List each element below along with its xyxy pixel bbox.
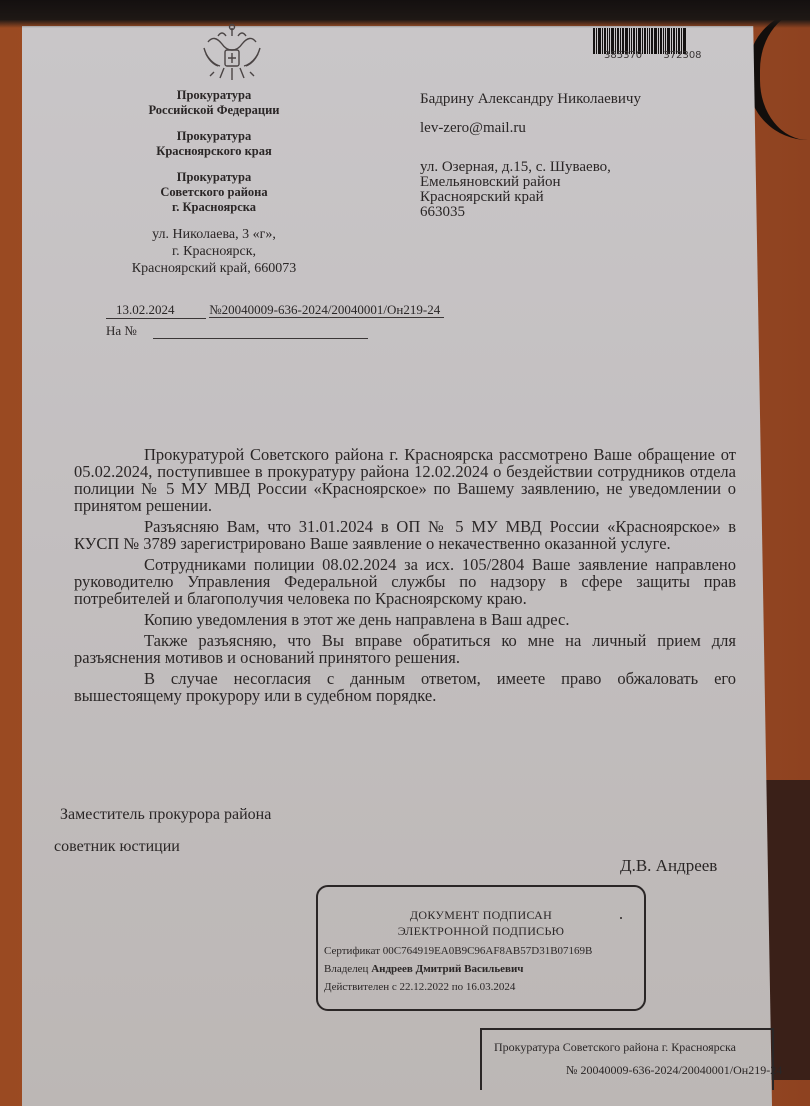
in-reply-to-line: [106, 323, 368, 339]
stamp-header-line: ДОКУМЕНТ ПОДПИСАН: [409, 908, 553, 922]
sender-address: [104, 226, 324, 277]
registration-number: № 20040009-636-2024/20040001/Он219-24: [566, 1063, 783, 1077]
recipient-address-line: ул. Озерная, д.15, с. Шуваево,: [420, 159, 611, 175]
sender-block: [104, 88, 324, 277]
stamp-header: [318, 907, 644, 939]
owner-label: Владелец: [324, 963, 369, 975]
valid-to-label: по: [451, 981, 464, 993]
barcode-number-1: 385370: [604, 50, 643, 61]
sender-address-line: ул. Николаева, 3 «г»,: [152, 227, 276, 242]
sender-line: Красноярского края: [156, 144, 272, 158]
recipient-block: [420, 92, 641, 220]
signatory-name: Д.В. Андреев: [620, 856, 718, 875]
signatory-title: Заместитель прокурора района: [60, 806, 272, 823]
sender-line: Российской Федерации: [148, 103, 280, 117]
recipient-email: lev-zero@mail.ru: [420, 120, 526, 136]
registration-stamp: [480, 1028, 783, 1090]
body-paragraph: Копию уведомления в этот же день направлена в Ваш адрес.: [144, 610, 570, 629]
owner-value: Андреев Дмитрий Васильевич: [371, 963, 524, 975]
recipient-name: Бадрину Александру Николаевичу: [420, 91, 641, 107]
barcode-numbers: [604, 50, 702, 61]
body-paragraph: Сотрудниками полиции 08.02.2024 за исх. 105/2804 Ваше заявление направлено руководителю Управления Федеральной службы по надзору в сфере защиты прав потребителей и благополучия человека по Красноярскому краю.: [74, 555, 736, 608]
body-paragraph: В случае несогласия с данным ответом, имеете право обжаловать его вышестоящему прокурору или в судебном порядке.: [74, 669, 736, 705]
stamp-header-line: ЭЛЕКТРОННОЙ ПОДПИСЬЮ: [397, 924, 565, 938]
russian-coat-of-arms-icon: [196, 22, 268, 84]
letter-body: [74, 446, 736, 708]
recipient-address-line: Емельяновский район: [420, 174, 561, 190]
electronic-signature-stamp: [316, 885, 646, 1011]
reference-line: [106, 302, 444, 319]
sender-line: Прокуратура: [176, 129, 252, 143]
stamp-owner: [324, 963, 644, 975]
stamp-dot: [620, 917, 622, 919]
letter-date: 13.02.2024: [106, 302, 206, 319]
sender-line: Советского района: [160, 185, 268, 199]
in-reply-to-blank: [153, 326, 368, 339]
cable: [748, 10, 810, 140]
recipient-address-line: Красноярский край: [420, 189, 544, 205]
recipient-postcode: 663035: [420, 204, 465, 220]
barcode-number-2: 372308: [663, 50, 702, 61]
sender-address-line: г. Красноярск,: [171, 244, 257, 259]
signatory-rank: советник юстиции: [54, 838, 180, 855]
stamp-validity: [324, 981, 644, 993]
in-reply-to-label: На №: [106, 323, 137, 338]
valid-from: 22.12.2022: [399, 981, 450, 993]
sender-line: Прокуратура: [176, 88, 252, 102]
sender-address-line: Красноярский край, 660073: [131, 261, 297, 276]
body-paragraph: Также разъясняю, что Вы вправе обратиться ко мне на личный прием для разъяснения мотивов и оснований принятого решения.: [74, 631, 736, 667]
sender-line: г. Красноярска: [171, 200, 257, 214]
body-paragraph: Прокуратурой Советского района г. Красноярска рассмотрено Ваше обращение от 05.02.2024, поступившее в прокуратуру района 12.02.2024 о бездействии сотрудников отдела полиции № 5 МУ МВД России «Красноярское» по Вашему заявлению, не уведомлении о принятом решении.: [74, 445, 736, 515]
stamp-certificate: [324, 945, 644, 957]
letter-number: [209, 302, 444, 318]
registration-org: Прокуратура Советского района г. Красноярска: [494, 1040, 736, 1054]
sender-line: Прокуратура: [176, 170, 252, 184]
letter-number-value: 20040009-636-2024/20040001/Он219-24: [221, 302, 441, 317]
cert-value: 00C764919EA0B9C96AF8AB57D31B07169B: [382, 945, 593, 957]
number-sign: №: [209, 302, 222, 317]
valid-label: Действителен с: [324, 981, 397, 993]
valid-to: 16.03.2024: [465, 981, 516, 993]
cert-label: Сертификат: [324, 945, 380, 957]
body-paragraph: Разъясняю Вам, что 31.01.2024 в ОП № 5 МУ МВД России «Красноярское» в КУСП № 3789 зарегистрировано Ваше заявление о некачественно оказанной услуге.: [74, 517, 736, 553]
